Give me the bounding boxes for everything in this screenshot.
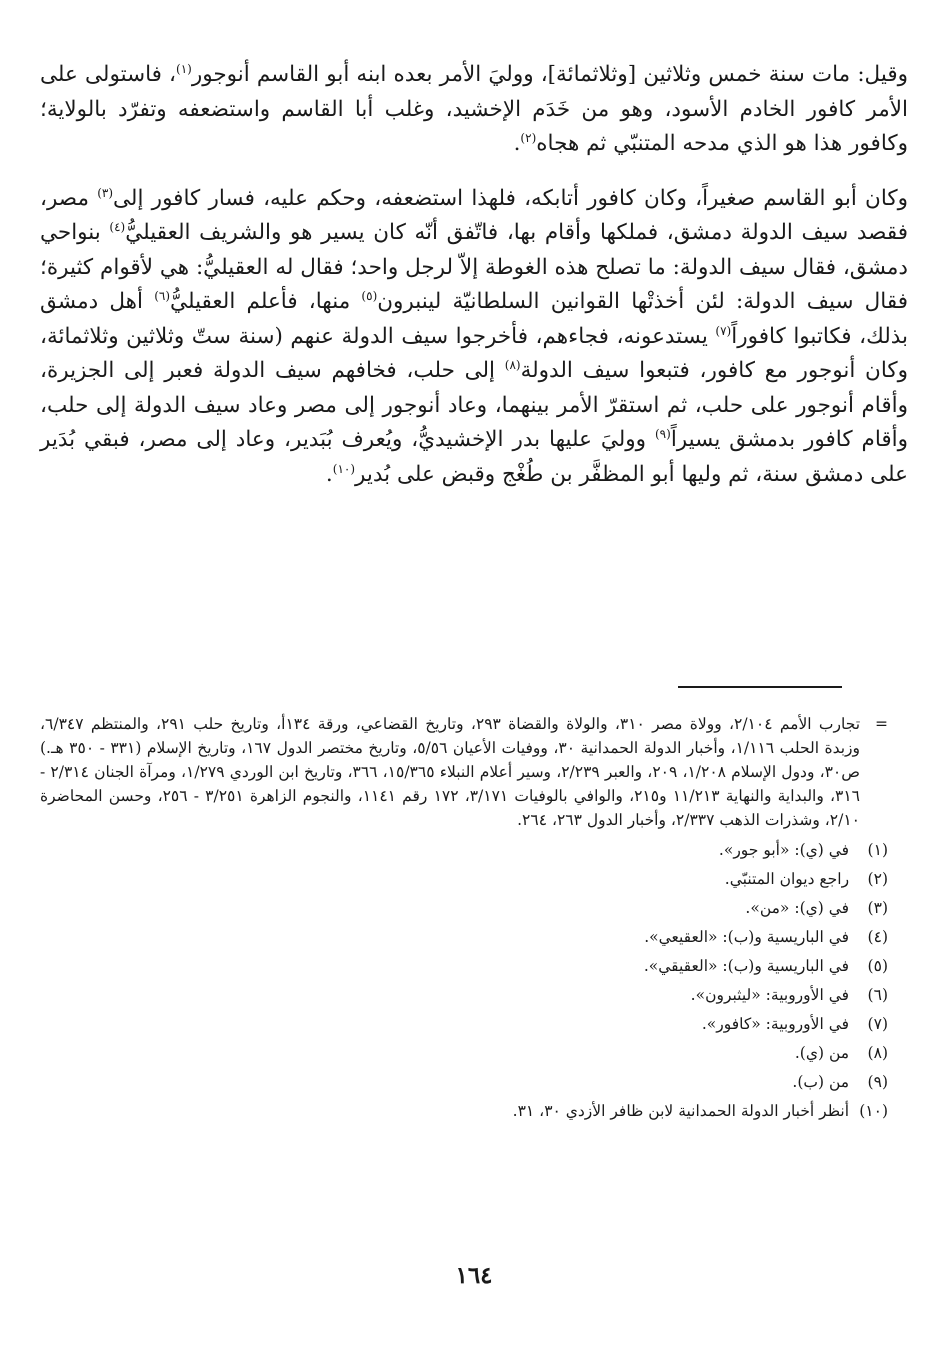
footnote-item bbox=[40, 1068, 888, 1097]
footnote-item bbox=[40, 865, 888, 894]
paragraph-2-text: إلى حلب، فخافهم سيف الدولة فعبر إلى الجزيرة، وأقام أنوجور على حلب، ثم استقرّ الأمر بينهما، وعاد أنوجور إلى مصر وعاد سيف الدولة إلى حلب، وأقام كافور بدمشق يسيراً bbox=[40, 358, 908, 452]
paragraph-2-text: . bbox=[325, 461, 333, 487]
footnote-number: (١٠) bbox=[859, 1102, 888, 1120]
footnote-number: (٥) bbox=[867, 957, 888, 975]
footnote-number: (٩) bbox=[867, 1073, 888, 1091]
footnote-ref-10: (١٠) bbox=[332, 461, 356, 476]
footnote-number: (٦) bbox=[867, 986, 888, 1004]
footnote-item bbox=[40, 1097, 888, 1126]
footnote-number: (٣) bbox=[867, 899, 888, 917]
footnote-list bbox=[40, 836, 888, 1126]
footnote-item bbox=[40, 952, 888, 981]
footnote-ref-8: (٨) bbox=[504, 358, 521, 372]
footnote-item bbox=[40, 894, 888, 923]
footnote-ref-5: (٥) bbox=[361, 289, 378, 303]
footnote-number: (٨) bbox=[867, 1044, 888, 1062]
footnote-item bbox=[40, 1039, 888, 1068]
footnote-text: في الباريسية و(ب): «العقيعي». bbox=[644, 928, 850, 946]
paragraph-2-text: ووليَ عليها بدر الإخشيديُّ، ويُعرف بُبَدير، وعاد إلى مصر، فبقي بُدَير على دمشق سنة، ثم وليها أبو المظفَّر بن طُغْج وقبض على بُدير bbox=[40, 427, 908, 487]
footnote-item bbox=[40, 923, 888, 952]
footnote-text: في الباريسية و(ب): «العقيقي». bbox=[643, 957, 850, 975]
footnote-divider bbox=[678, 686, 842, 688]
footnote-text: من (ي). bbox=[794, 1044, 850, 1062]
footnote-ref-3: (٣) bbox=[97, 185, 114, 200]
footnote-text: في (ي): «من». bbox=[745, 899, 850, 917]
footnote-text: في (ي): «أبو جور». bbox=[718, 841, 850, 859]
page-number: ١٦٤ bbox=[455, 1262, 493, 1289]
paragraph-2-text: وكان أبو القاسم صغيراً، وكان كافور أتابكه، فلهذا استضعفه، وحكم عليه، فسار كافور إلى bbox=[113, 185, 908, 211]
footnote-text: راجع ديوان المتنبّي. bbox=[724, 870, 850, 888]
paragraph-2-text: مصر، فقصد سيف الدولة دمشق، فملكها وأقام بها، فاتّفق أنّه كان يسير هو والشريف العقيليُّ bbox=[40, 185, 908, 245]
footnote-continuation bbox=[40, 712, 888, 832]
continuation-marker: = bbox=[875, 715, 888, 733]
footnotes bbox=[40, 712, 888, 1126]
paragraph-2 bbox=[40, 182, 908, 493]
paragraph-2-text: يستدعونه، فجاءهم، فأخرجوا سيف الدولة عنهم (سنة ستّ وثلاثين وثلاثمائة، وكان أنوجور مع كافور، فتبعوا سيف الدولة bbox=[40, 323, 908, 383]
footnote-text: في الأوروبية: «ليثبرون». bbox=[690, 986, 850, 1004]
footnote-ref-6: (٦) bbox=[154, 289, 171, 303]
footnote-item bbox=[40, 1010, 888, 1039]
paragraph-1 bbox=[40, 58, 908, 162]
footnote-ref-1: (١) bbox=[176, 62, 192, 76]
paragraph-2-text: بنواحي دمشق، فقال سيف الدولة: ما تصلح هذه الغوطة إلاّ لرجل واحد؛ فقال له العقيليُّ: هي لأقوام كثيرة؛ فقال سيف الدولة: لئن أخذتْها القوانين السلطانيّة لينبرون bbox=[40, 220, 909, 314]
footnote-text: أنظر أخبار الدولة الحمدانية لابن ظافر الأزدي ٣٠، ٣١. bbox=[512, 1102, 850, 1120]
footnote-ref-4: (٤) bbox=[109, 220, 126, 234]
footnote-number: (٧) bbox=[867, 1015, 888, 1033]
footnote-number: (٢) bbox=[867, 870, 888, 888]
paragraph-1-text: . bbox=[513, 131, 521, 156]
footnote-ref-2: (٢) bbox=[520, 131, 537, 145]
footnote-ref-9: (٩) bbox=[654, 427, 671, 441]
footnote-text: في الأوروبية: «كافور». bbox=[701, 1015, 850, 1033]
footnote-number: (١) bbox=[867, 841, 888, 859]
footnote-item bbox=[40, 836, 888, 865]
footnote-ref-7: (٧) bbox=[715, 323, 732, 338]
paragraph-2-text: منها، فأعلم العقيليُّ bbox=[170, 289, 362, 314]
footnote-text: من (ب). bbox=[792, 1073, 850, 1091]
continuation-text: تجارب الأمم ٢/١٠٤، وولاة مصر ٣١٠، والولاة والقضاة ٢٩٣، وتاريخ القضاعي، ورقة ١٣٤أ، وتاريخ حلب ٢٩١، والمنتظم ٦/٣٤٧، وزبدة الحلب ١/١١٦، وأخبار الدولة الحمدانية ٣٠، ووفيات الأعيان ٥/٥٦، وتاريخ مختصر الدول ١٦٧، وتاريخ الإسلام (٣٣١ - ٣٥٠ هـ.) ص٣٠، ودول الإسلام ١/٢٠٨، ٢٠٩، والعبر ٢/٢٣٩، وسير أعلام النبلاء ١٥/٣٦٥، ٣٦٦، وتاريخ ابن الوردي ١/٢٧٩، ومرآة الجنان ٢/٣١٤ - ٣١٦، والبداية والنهاية ١١/٢١٣ و٢١٥، والوافي بالوفيات ٣/١٧١، ١٧٢ رقم ١١٤١، والنجوم الزاهرة ٣/٢٥١ - ٢٥٦، وحسن المحاضرة ٢/١٠، وشذرات الذهب ٢/٣٣٧، وأخبار الدول ٢٦٣، ٢٦٤. bbox=[40, 715, 861, 829]
paragraph-2-text: أهل دمشق بذلك، فكاتبوا كافوراً bbox=[40, 289, 909, 349]
paragraph-1-text: ، فاستولى على الأمر كافور الخادم الأسود، وهو من خَدَم الإخشيد، وغلب أبا القاسم واستضعفه وتفرّد بالولاية؛ وكافور هذا هو الذي مدحه المتنبّي ثم هجاه bbox=[40, 62, 908, 156]
footnote-number: (٤) bbox=[867, 928, 888, 946]
paragraph-1-text: وقيل: مات سنة خمس وثلاثين [وثلاثمائة]، ووليَ الأمر بعده ابنه أبو القاسم أنوجور bbox=[191, 62, 908, 87]
main-text bbox=[40, 58, 908, 492]
footnote-item bbox=[40, 981, 888, 1010]
